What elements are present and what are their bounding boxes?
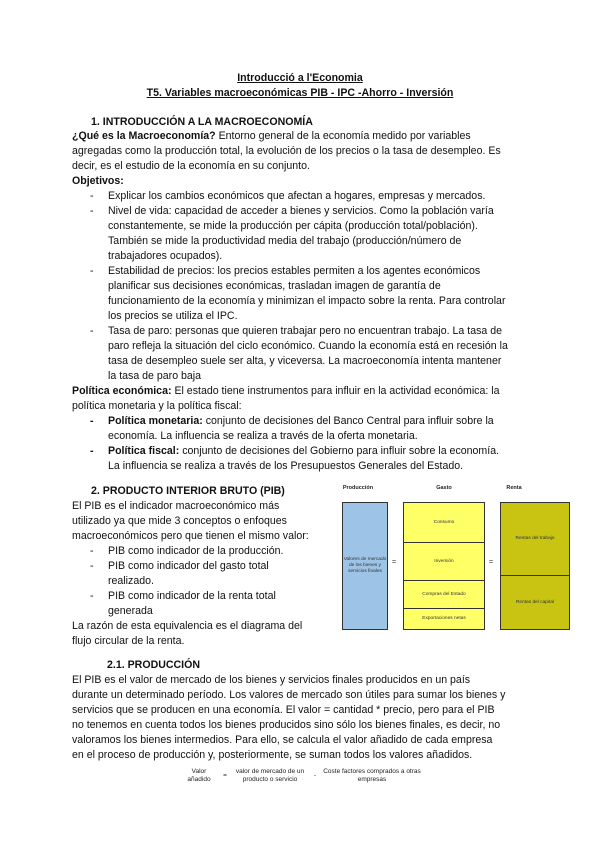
column-header-renta: Renta xyxy=(506,485,522,491)
course-title: Introducció a l'Economia xyxy=(237,72,363,84)
objective-item: tasa de desempleo suele ser alta, y viceversa. La macroeconomía intenta mantener xyxy=(108,355,502,367)
objective-item: Estabilidad de precios: los precios estables permiten a los agentes económicos xyxy=(108,265,481,277)
production-box: Valores de mercado de los bienes y servicios finales xyxy=(342,502,388,630)
investment-box: Inversión xyxy=(403,542,485,581)
pib-paragraph: El PIB es el indicador macroeconómico más xyxy=(72,500,280,512)
objective-item: los precios se utiliza el IPC. xyxy=(108,310,238,322)
bullet-dash: - xyxy=(90,325,94,337)
objective-item: funcionamiento de la economía y minimizan el impacto sobre la renta. Para controlar xyxy=(108,295,506,307)
objective-item: planificar sus decisiones económicas, trasladan imagen de garantía de xyxy=(108,280,441,292)
objective-item: Nivel de vida: capacidad de acceder a bienes y servicios. Como la población varía xyxy=(108,205,494,217)
pib-paragraph: macroeconómicos pero que tienen el mismo valor: xyxy=(72,530,309,542)
fiscal-policy-item: Política fiscal: conjunto de decisiones del Gobierno para influir sobre la economía. xyxy=(108,445,500,457)
equivalence-paragraph: La razón de esta equivalencia es el diagrama del xyxy=(72,620,303,632)
formula-external-costs: Coste factores comprados a otras empresas xyxy=(323,768,421,783)
column-header-gasto: Gasto xyxy=(436,485,452,491)
bullet-dash: - xyxy=(90,445,94,457)
pib-approach-item: PIB como indicador de la producción. xyxy=(108,545,284,557)
production-paragraph: no tenemos en cuenta todos los bienes producidos sino sólo los bienes finales, es decir, no xyxy=(72,719,501,731)
objectives-label: Objetivos: xyxy=(72,175,124,187)
production-paragraph: servicios que se producen en una economía. El valor = cantidad * precio, pero para el PIB xyxy=(72,704,495,716)
objective-item: Tasa de paro: personas que quieren trabajar pero no encuentran trabajo. La tasa de xyxy=(108,325,503,337)
formula-equals: = xyxy=(223,772,227,779)
pib-approach-item: realizado. xyxy=(108,575,154,587)
monetary-policy-item: economía. La influencia se realiza a través de la oferta monetaria. xyxy=(108,430,418,442)
bullet-dash: - xyxy=(90,415,94,427)
formula-market-value: valor de mercado de un producto o servicio xyxy=(235,768,305,783)
bullet-dash: - xyxy=(90,205,94,217)
monetary-policy-item: Política monetaria: conjunto de decisiones del Banco Central para influir sobre la xyxy=(108,415,494,427)
formula-minus: - xyxy=(313,772,317,779)
capital-income-box: Rentas del capital xyxy=(500,575,570,630)
economic-policy-label: Política económica: xyxy=(72,385,172,397)
monetary-policy-label: Política monetaria: xyxy=(108,415,203,427)
production-paragraph: El PIB es el valor de mercado de los bienes y servicios finales producidos en un país xyxy=(72,674,471,686)
bullet-dash: - xyxy=(90,590,94,602)
macro-definition-line: decir, es el estudio de la economía en su conjunto. xyxy=(72,160,310,172)
production-paragraph: en el proceso de producción y, posteriormente, se suman todos los valores añadidos. xyxy=(72,749,473,761)
objective-item: También se mide la productividad media del trabajo (producción/número de xyxy=(108,235,462,247)
macro-definition-line: agregadas como la producción total, la evolución de los precios o la tasa de desempleo. Es xyxy=(72,145,501,157)
labor-income-box: Rentas del trabajo xyxy=(500,502,570,576)
bullet-dash: - xyxy=(90,190,94,202)
fiscal-policy-label: Política fiscal: xyxy=(108,445,180,457)
pib-approach-item: generada xyxy=(108,605,153,617)
topic-title: T5. Variables macroeconómicas PIB - IPC -Ahorro - Inversión xyxy=(146,87,454,99)
equals-sign: = xyxy=(392,559,397,566)
objective-item: constantemente, se mide la producción per cápita (producción total/población). xyxy=(108,220,478,232)
macro-definition-line: ¿Qué es la Macroeconomía? Entorno general de la economía medido por variables xyxy=(72,130,471,142)
objective-item: paro refleja la situación del ciclo económico. Cuando la economía está en recesión la xyxy=(108,340,508,352)
equivalence-paragraph: flujo circular de la renta. xyxy=(72,635,185,647)
objective-item: Explicar los cambios económicos que afectan a hogares, empresas y mercados. xyxy=(108,190,486,202)
economic-policy-line: Política económica: El estado tiene instrumentos para influir en la actividad económica: la xyxy=(72,385,500,397)
objective-item: la tasa de paro baja xyxy=(108,370,202,382)
bullet-dash: - xyxy=(90,560,94,572)
objective-item: trabajadores ocupados). xyxy=(108,250,223,262)
equals-sign: = xyxy=(489,559,494,566)
section-2-heading: 2. PRODUCTO INTERIOR BRUTO (PIB) xyxy=(91,485,285,497)
bullet-dash: - xyxy=(90,545,94,557)
net-exports-box: Exportaciones netas xyxy=(403,608,485,630)
section-2-1-heading: 2.1. PRODUCCIÓN xyxy=(107,659,201,671)
section-1-heading: 1. INTRODUCCIÓN A LA MACROECONOMÍA xyxy=(91,116,313,128)
pib-approach-item: PIB como indicador de la renta total xyxy=(108,590,276,602)
macro-question-label: ¿Qué es la Macroeconomía? xyxy=(72,130,216,142)
column-header-produccion: Producción xyxy=(342,485,374,491)
formula-value-added: Valor añadido xyxy=(187,768,211,783)
bullet-dash: - xyxy=(90,265,94,277)
production-paragraph: valoramos los bienes intermedios. Para ello, se calcula el valor añadido de cada empresa xyxy=(72,734,493,746)
fiscal-policy-item: La influencia se realiza a través de los Presupuestos Generales del Estado. xyxy=(108,460,464,472)
production-paragraph: durante un determinado período. Los valores de mercado son útiles para sumar los bienes y xyxy=(72,689,506,701)
economic-policy-line: política monetaria y la política fiscal: xyxy=(72,400,242,412)
government-purchases-box: Compras del Estado xyxy=(403,580,485,609)
pib-paragraph: utilizado ya que mide 3 conceptos o enfoques xyxy=(72,515,287,527)
pib-approach-item: PIB como indicador del gasto total xyxy=(108,560,269,572)
consumption-box: Consumo xyxy=(403,502,485,543)
circular-flow-diagram xyxy=(334,483,586,631)
